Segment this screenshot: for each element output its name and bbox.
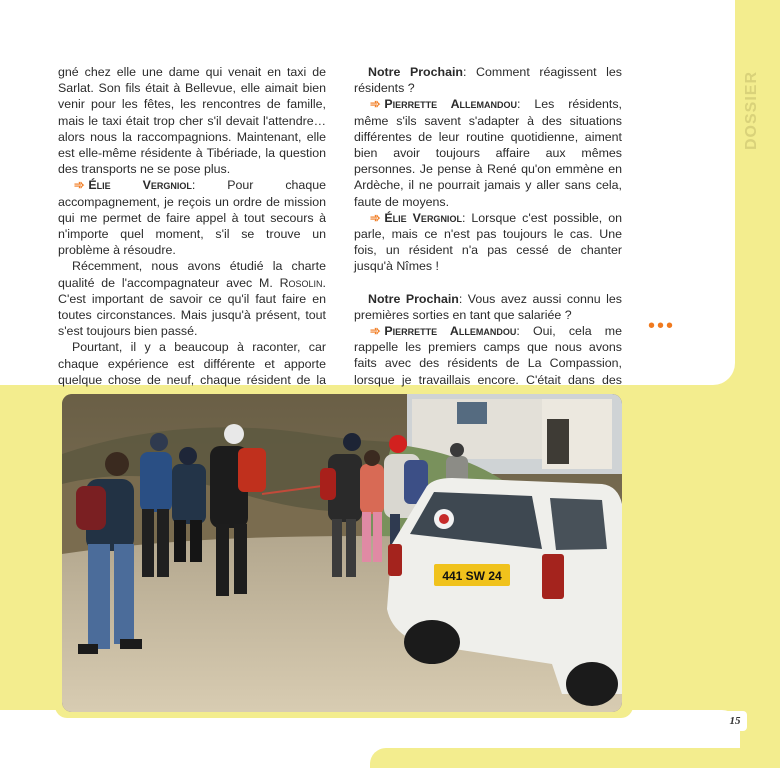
interviewer-name: Notre Prochain [368,65,463,79]
paragraph-3 [58,258,326,339]
section-tag: DOSSIER [743,70,760,150]
paragraph-4: Pourtant, il y a beaucoup à raconter, car chaque expérience est différente et apporte quelque chose de neuf, chaque résident de la [58,340,326,387]
question-1 [354,64,622,96]
license-plate: 441 SW 24 [442,569,502,583]
paragraph-3-text-b: . C'est important de savoir ce qu'il faut faire en toutes circonstances. Mais jusqu'à présent, tout s'est toujours bien passé. [58,275,326,339]
paragraph-3-text-a: Récemment, nous avons étudié la charte qualité de l'accompagnateur avec M. [58,259,326,290]
answer-text: : Les résidents, même s'ils savent s'adapter à des situations différentes de leur routine quotidienne, aiment bien avoir toujours affaire aux mêmes personnes. Je pense à René qu'on emmène en Ardèche, il ne pourrait jamais y aller sans cela, faute de moyens. [354,97,622,209]
paragraph-1: gné chez elle une dame qui venait en taxi de Sarlat. Son fils était à Bellevue, elle aimait bien venir pour les fêtes, les rencontres de famille, mais le taxi était trop cher s'il devait l'attendre… alors nous la raccompagnions. Maintenant, elle est elle-même résidente à Tibériade, la question des transports ne se pose plus. [58,65,326,177]
paragraph-2 [58,177,326,258]
person-name: Rosolin [279,275,323,290]
page-number: 15 [723,711,747,731]
answer-2 [354,210,622,275]
speaker-name: Pierrette Allemandou [384,97,518,112]
answer-text: : Lorsque c'est possible, on parle, mais ce n'est pas toujours le cas. Une fois, un résident n'a pas cessé de chanter jusqu'à Nîmes ! [354,210,622,274]
bottom-yellow-strip [370,748,780,768]
answer-1 [354,96,622,209]
speaker-name: Élie Vergniol [384,210,462,225]
question-text: : Vous avez aussi connu les premières sorties en tant que salariée ? [354,291,622,322]
right-text-column [354,64,622,404]
spacer [354,275,622,291]
question-2 [354,291,622,323]
speaker-arrow-icon: ➾ [370,210,381,225]
interviewer-name: Notre Prochain [368,291,459,306]
continue-dots: ••• [648,315,676,337]
speaker-text: : Pour chaque accompagnement, je reçois un ordre de mission qui me permet de faire appel à tout secours à n'importe quel moment, s'il se trouve un problème à résoudre. [58,178,326,258]
speaker-name: Élie Vergniol [88,178,192,193]
speaker-name: Pierrette Allemandou [384,324,517,339]
group-hike-photo [62,394,622,712]
speaker-arrow-icon: ➾ [370,97,381,112]
speaker-arrow-icon: ➾ [370,324,381,339]
answer-text: : Oui, cela me rappelle les premiers camps que nous avons faits avec des résidents de La Compassion, lorsque je travaillais encore. C'était dans des [354,324,622,387]
question-text: : Comment réagissent les résidents ? [354,65,622,96]
speaker-arrow-icon: ➾ [74,178,85,193]
left-text-column [58,64,326,420]
